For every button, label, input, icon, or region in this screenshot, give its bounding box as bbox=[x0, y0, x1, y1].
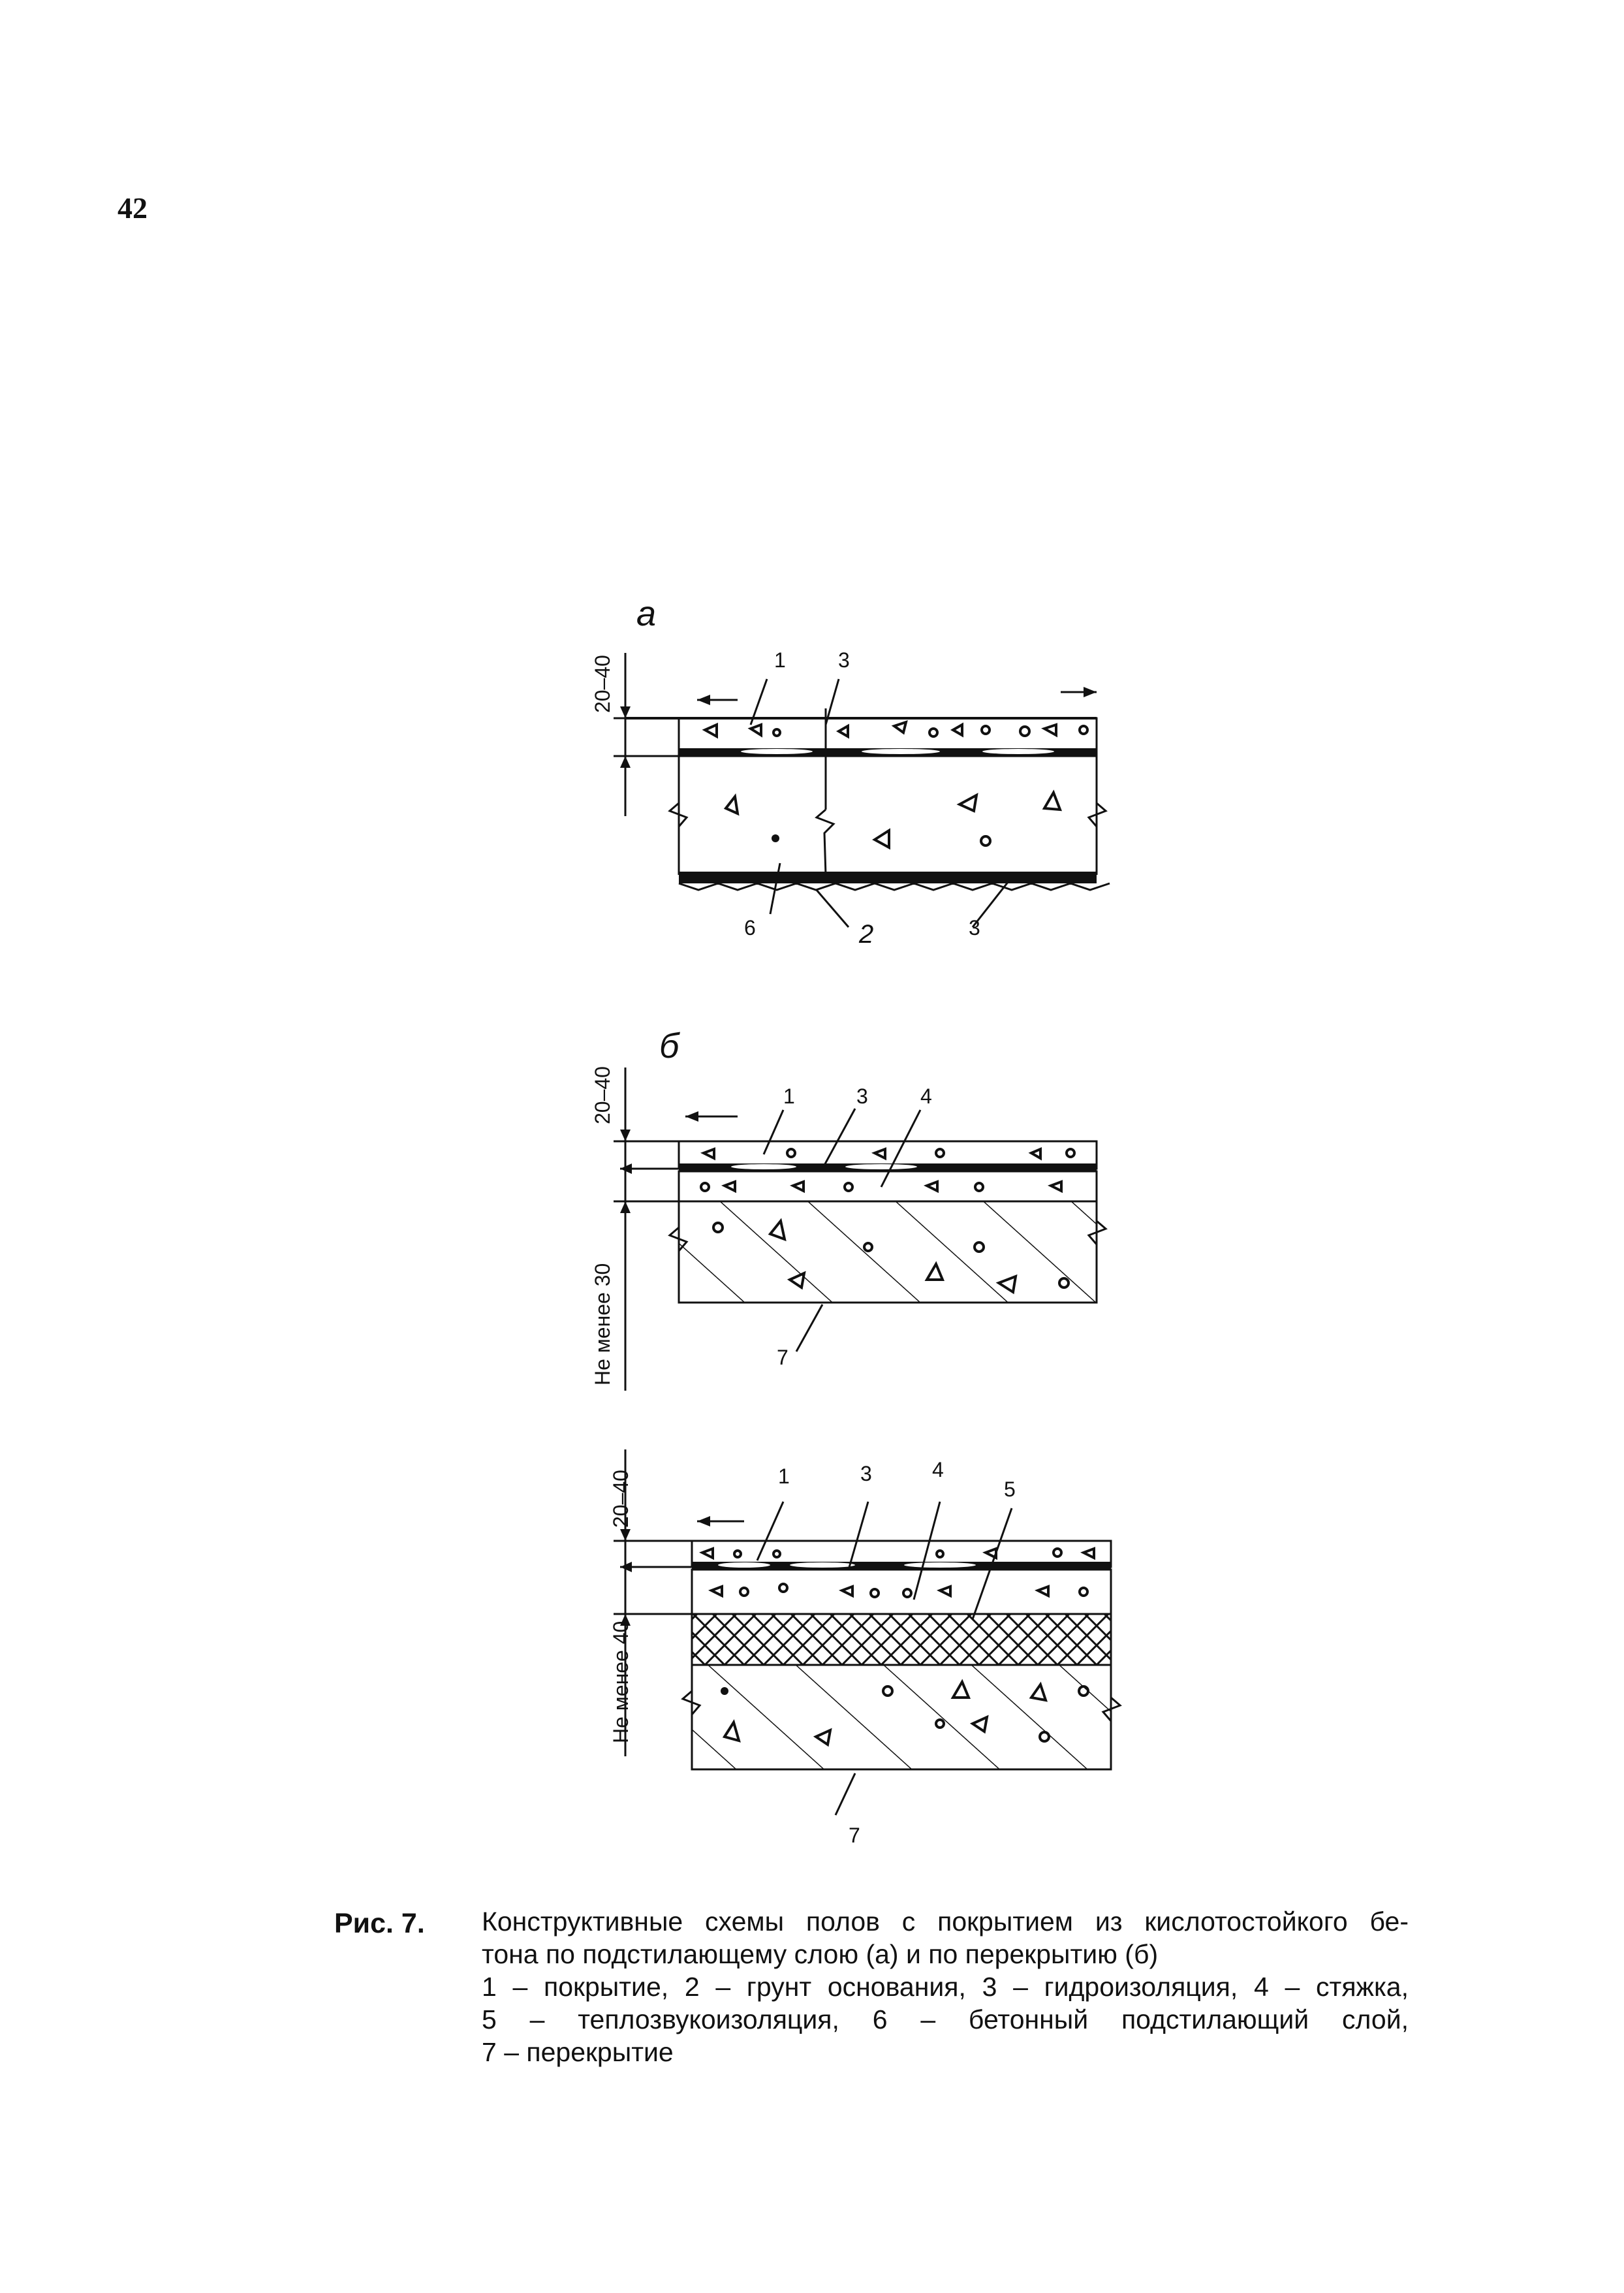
panel-c-dimension-top: 20–40 bbox=[609, 1470, 632, 1528]
caption-line: тона по подстилающему слою (а) и по перекрытию (б) bbox=[482, 1939, 1159, 1969]
panel-a-callout-3b: 3 bbox=[969, 916, 980, 940]
panel-a-callout-1: 1 bbox=[774, 648, 786, 672]
panel-a-callout-2: 2 bbox=[859, 920, 874, 949]
panel-c-callout-4: 4 bbox=[932, 1458, 944, 1481]
panel-a-callout-3: 3 bbox=[838, 648, 850, 672]
panel-c-callout-3: 3 bbox=[860, 1462, 872, 1485]
panel-b bbox=[591, 1026, 1106, 1391]
panel-a-callout-6: 6 bbox=[744, 916, 756, 940]
caption-line: 5 – теплозвукоизоляция, 6 – бетонный подстилающий слой, bbox=[482, 2004, 1409, 2034]
panel-c-dimension-bottom: Не менее 40 bbox=[609, 1621, 632, 1743]
caption-line: 7 – перекрытие bbox=[482, 2037, 674, 2067]
panel-a-letter: а bbox=[636, 594, 657, 633]
panel-c-callout-5: 5 bbox=[1004, 1478, 1016, 1501]
panel-b-callout-3: 3 bbox=[856, 1084, 868, 1108]
panel-c-callout-7: 7 bbox=[849, 1824, 860, 1847]
panel-b-dimension-bottom: Не менее 30 bbox=[591, 1263, 614, 1385]
panel-b-letter: б bbox=[659, 1026, 679, 1066]
panel-b-callout-1: 1 bbox=[783, 1084, 795, 1108]
page-number: 42 bbox=[117, 191, 148, 225]
caption-line: Конструктивные схемы полов с покрытием из кислотостойкого бе- bbox=[482, 1906, 1409, 1937]
panel-b-callout-4: 4 bbox=[920, 1084, 932, 1108]
caption-line: 1 – покрытие, 2 – грунт основания, 3 – гидроизоляция, 4 – стяжка, bbox=[482, 1972, 1409, 2002]
panel-c bbox=[609, 1449, 1120, 1847]
panel-a bbox=[591, 594, 1110, 949]
panel-c-callout-1: 1 bbox=[778, 1464, 790, 1488]
panel-b-dimension-top: 20–40 bbox=[591, 1066, 614, 1124]
figure-caption bbox=[482, 1905, 1409, 2068]
panel-b-callout-7: 7 bbox=[777, 1346, 789, 1369]
figure-caption-label: Рис. 7. bbox=[334, 1908, 425, 1939]
panel-a-dimension: 20–40 bbox=[591, 655, 614, 713]
